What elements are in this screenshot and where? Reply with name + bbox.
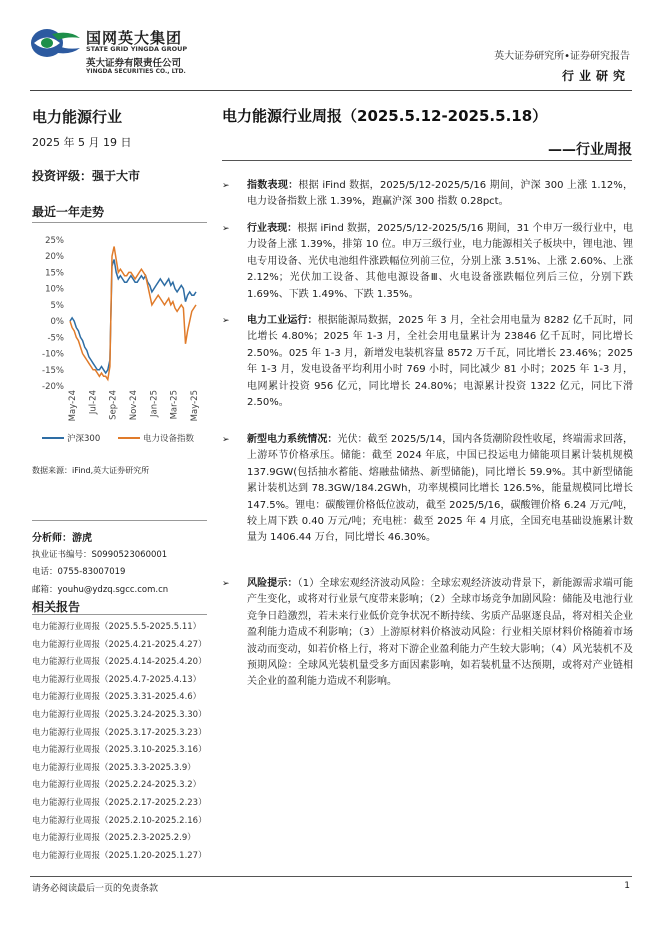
y-tick-label: -10% bbox=[42, 349, 64, 360]
bullet-label: 指数表现： bbox=[247, 180, 299, 191]
related-report-item[interactable]: 电力能源行业周报（2025.2.3-2025.2.9） bbox=[32, 833, 196, 844]
bullet-text: 根据 iFind 数据，2025/5/12-2025/5/16 期间，31 个申万一级行业中，电力设备上涨 1.39%，排第 10 位。申万三级行业，电力能源相关子板块中，锂电池、锂电专用设备、光伏电池组件涨跌幅位列前三位，分别上涨 3.51%、上涨 2.60%、上涨 2.12%；光伏加工设备、其他电源设备Ⅲ、火电设备涨跌幅位列后三位，分别下跌 1.69%、下跌 1.49%、下跌 1.35%。 bbox=[247, 223, 633, 300]
related-report-item[interactable]: 电力能源行业周报（2025.3.10-2025.3.16） bbox=[32, 745, 207, 756]
data-source: 数据来源：iFind,英大证券研究所 bbox=[32, 466, 150, 475]
arrow-bullet-icon: ➢ bbox=[222, 435, 230, 445]
bullet-index-performance bbox=[222, 178, 634, 211]
analyst-name: 分析师：游虎 bbox=[32, 533, 92, 544]
x-tick-label: May-25 bbox=[190, 390, 200, 422]
x-tick-label: Sep-24 bbox=[108, 390, 119, 420]
related-report-item[interactable]: 电力能源行业周报（2025.3.3-2025.3.9） bbox=[32, 762, 196, 773]
y-tick-label: 20% bbox=[45, 252, 64, 263]
bullet-new-power-system bbox=[222, 432, 634, 547]
trend-title: 最近一年走势 bbox=[32, 205, 105, 219]
footer-divider bbox=[30, 876, 632, 877]
y-tick-label: 10% bbox=[45, 284, 64, 295]
y-tick-label: 5% bbox=[50, 300, 64, 311]
report-subtitle: ——行业周报 bbox=[548, 142, 632, 158]
title-divider bbox=[222, 160, 632, 161]
y-tick-label: 0% bbox=[50, 317, 64, 328]
related-divider bbox=[32, 614, 207, 615]
investment-rating: 投资评级：强于大市 bbox=[32, 169, 141, 183]
report-date: 2025 年 5 月 19 日 bbox=[32, 136, 132, 149]
bullet-text: 光伏：截至 2025/5/14，国内各货潮阶段性收尾，终端需求回落，上游环节价格承压。储能：截至 2024 年底，中国已投运电力储能项目累计装机规模 137.9GW(包括抽水蓄能、熔融盐储热、新型储能)，同比增长 59.9%。其中新型储能累计装机达到 78.3GW/184.2GWh，功率规模同比增长 126.5%，能量规模同比增长 147.5%。锂电：碳酸锂价格低位波动，截至 2025/5/16，碳酸锂价格 6.24 万元/吨，较上周下跌 0.40 万元/吨；充电桩：截至 2025 年 4 月底，全国充电基础设施累计数量为 1406.44 万台，同比增长 46.30%。 bbox=[247, 434, 634, 544]
trend-divider bbox=[32, 222, 207, 223]
series-line-power-equipment bbox=[70, 247, 196, 380]
header-divider bbox=[30, 90, 632, 91]
related-report-item[interactable]: 电力能源行业周报（2025.2.24-2025.3.2） bbox=[32, 780, 202, 791]
arrow-bullet-icon: ➢ bbox=[222, 181, 230, 191]
page-number: 1 bbox=[624, 881, 630, 891]
analyst-divider bbox=[32, 520, 207, 521]
y-tick-label: 25% bbox=[45, 236, 64, 246]
logo-chinese-name: 国网英大集团 bbox=[86, 29, 183, 47]
x-tick-label: Jul-24 bbox=[88, 390, 99, 415]
related-report-item[interactable]: 电力能源行业周报（2025.4.7-2025.4.13） bbox=[32, 674, 202, 685]
arrow-bullet-icon: ➢ bbox=[222, 316, 230, 326]
related-report-item[interactable]: 电力能源行业周报（2025.2.10-2025.2.16） bbox=[32, 815, 207, 826]
y-tick-label: -20% bbox=[42, 382, 64, 392]
logo-english-name: STATE GRID YINGDA GROUP bbox=[86, 45, 188, 53]
related-report-item[interactable]: 电力能源行业周报（2025.4.14-2025.4.20） bbox=[32, 657, 207, 668]
company-chinese-name: 英大证券有限责任公司 bbox=[86, 58, 182, 69]
y-tick-label: -15% bbox=[42, 365, 64, 376]
related-report-item[interactable]: 电力能源行业周报（2025.2.17-2025.2.23） bbox=[32, 798, 207, 808]
analyst-cert: 执业证书编号：S0990523060001 bbox=[32, 550, 168, 560]
legend-label: 沪深300 bbox=[67, 434, 101, 444]
related-report-item[interactable]: 电力能源行业周报（2025.4.21-2025.4.27） bbox=[32, 639, 207, 650]
analyst-phone: 电话：0755-83007019 bbox=[32, 567, 126, 577]
bullet-label: 风险提示： bbox=[247, 578, 298, 589]
related-report-item[interactable]: 电力能源行业周报（2025.5.5-2025.5.11） bbox=[32, 622, 202, 632]
footer-disclaimer: 请务必阅读最后一页的免责条款 bbox=[32, 884, 159, 894]
legend-label: 电力设备指数 bbox=[143, 434, 195, 444]
bullet-label: 新型电力系统情况： bbox=[247, 434, 338, 445]
related-reports-title: 相关报告 bbox=[32, 600, 81, 614]
related-report-item[interactable]: 电力能源行业周报（2025.3.24-2025.3.30） bbox=[32, 710, 207, 720]
arrow-bullet-icon: ➢ bbox=[222, 224, 230, 234]
x-tick-label: Mar-25 bbox=[169, 390, 180, 420]
arrow-bullet-icon: ➢ bbox=[222, 579, 230, 589]
x-tick-label: May-24 bbox=[68, 390, 78, 422]
bullet-label: 行业表现： bbox=[247, 223, 298, 234]
related-report-item[interactable]: 电力能源行业周报（2025.1.20-2025.1.27） bbox=[32, 850, 207, 861]
industry-name: 电力能源行业 bbox=[32, 108, 123, 126]
bullet-text: 根据能源局数据，2025 年 3 月，全社会用电量为 8282 亿千瓦时，同比增长 4.80%；2025 年 1-3 月，全社会用电量累计为 23846 亿千瓦时，同比增长 2.50%。025 年 1-3 月，新增发电装机容量 8572 万千瓦，同比增长 23.46%；2025 年 1-3 月，发电设备平均利用小时 769 小时，同比减少 81 小时；2025 年 1-3 月，电网累计投资 956 亿元，同比增长 24.80%；电源累计投资 1322 亿元，同比下滑 2.50%。 bbox=[247, 315, 634, 409]
y-tick-label: 15% bbox=[45, 268, 64, 279]
bullet-power-industry bbox=[222, 313, 634, 411]
x-tick-label: Nov-24 bbox=[129, 390, 139, 421]
company-english-name: YINGDA SECURITIES CO., LTD. bbox=[86, 68, 186, 75]
related-report-item[interactable]: 电力能源行业周报（2025.3.31-2025.4.6） bbox=[32, 692, 202, 703]
bullet-text: 根据 iFind 数据，2025/5/12-2025/5/16 期间，沪深 300 上涨 1.12%，电力设备指数上涨 1.39%，跑赢沪深 300 指数 0.28pct。 bbox=[247, 180, 633, 208]
company-logo-icon bbox=[30, 28, 82, 58]
report-title: 电力能源行业周报（2025.5.12-2025.5.18） bbox=[222, 107, 548, 125]
related-report-item[interactable]: 电力能源行业周报（2025.3.17-2025.3.23） bbox=[32, 727, 207, 738]
bullet-text: （1）全球宏观经济波动风险：全球宏观经济波动背景下，新能源需求端可能产生变化，或将对行业景气度带来影响；（2）全球市场竞争加剧风险：储能及电池行业竞争日趋激烈，若未来行业低价竞争状况不断持续、劣质产品驱逐良品，将对相关企业盈利能力造成不利影响；（3）上游原材料价格波动风险：行业相关原材料价格随着市场波动而变动，如若价格上行，将对下游企业盈利能力产生较大影响；（4）风光装机不及预期风险：全球风光装机量受多方面因素影响，如若装机量不达预期，或将对产业链相关企业的盈利能力造成不利影响。 bbox=[247, 578, 633, 688]
x-tick-label: Jan-25 bbox=[149, 390, 160, 417]
trend-chart bbox=[32, 228, 208, 460]
bullet-industry-performance bbox=[222, 221, 634, 303]
y-tick-label: -5% bbox=[47, 333, 64, 344]
bullet-label: 电力工业运行： bbox=[247, 315, 318, 326]
bullet-risk-warning bbox=[222, 576, 634, 691]
institute-label: 英大证券研究所•证券研究报告 bbox=[494, 51, 630, 62]
report-category: 行业研究 bbox=[561, 69, 630, 83]
analyst-email[interactable]: 邮箱：youhu@ydzq.sgcc.com.cn bbox=[32, 585, 169, 595]
